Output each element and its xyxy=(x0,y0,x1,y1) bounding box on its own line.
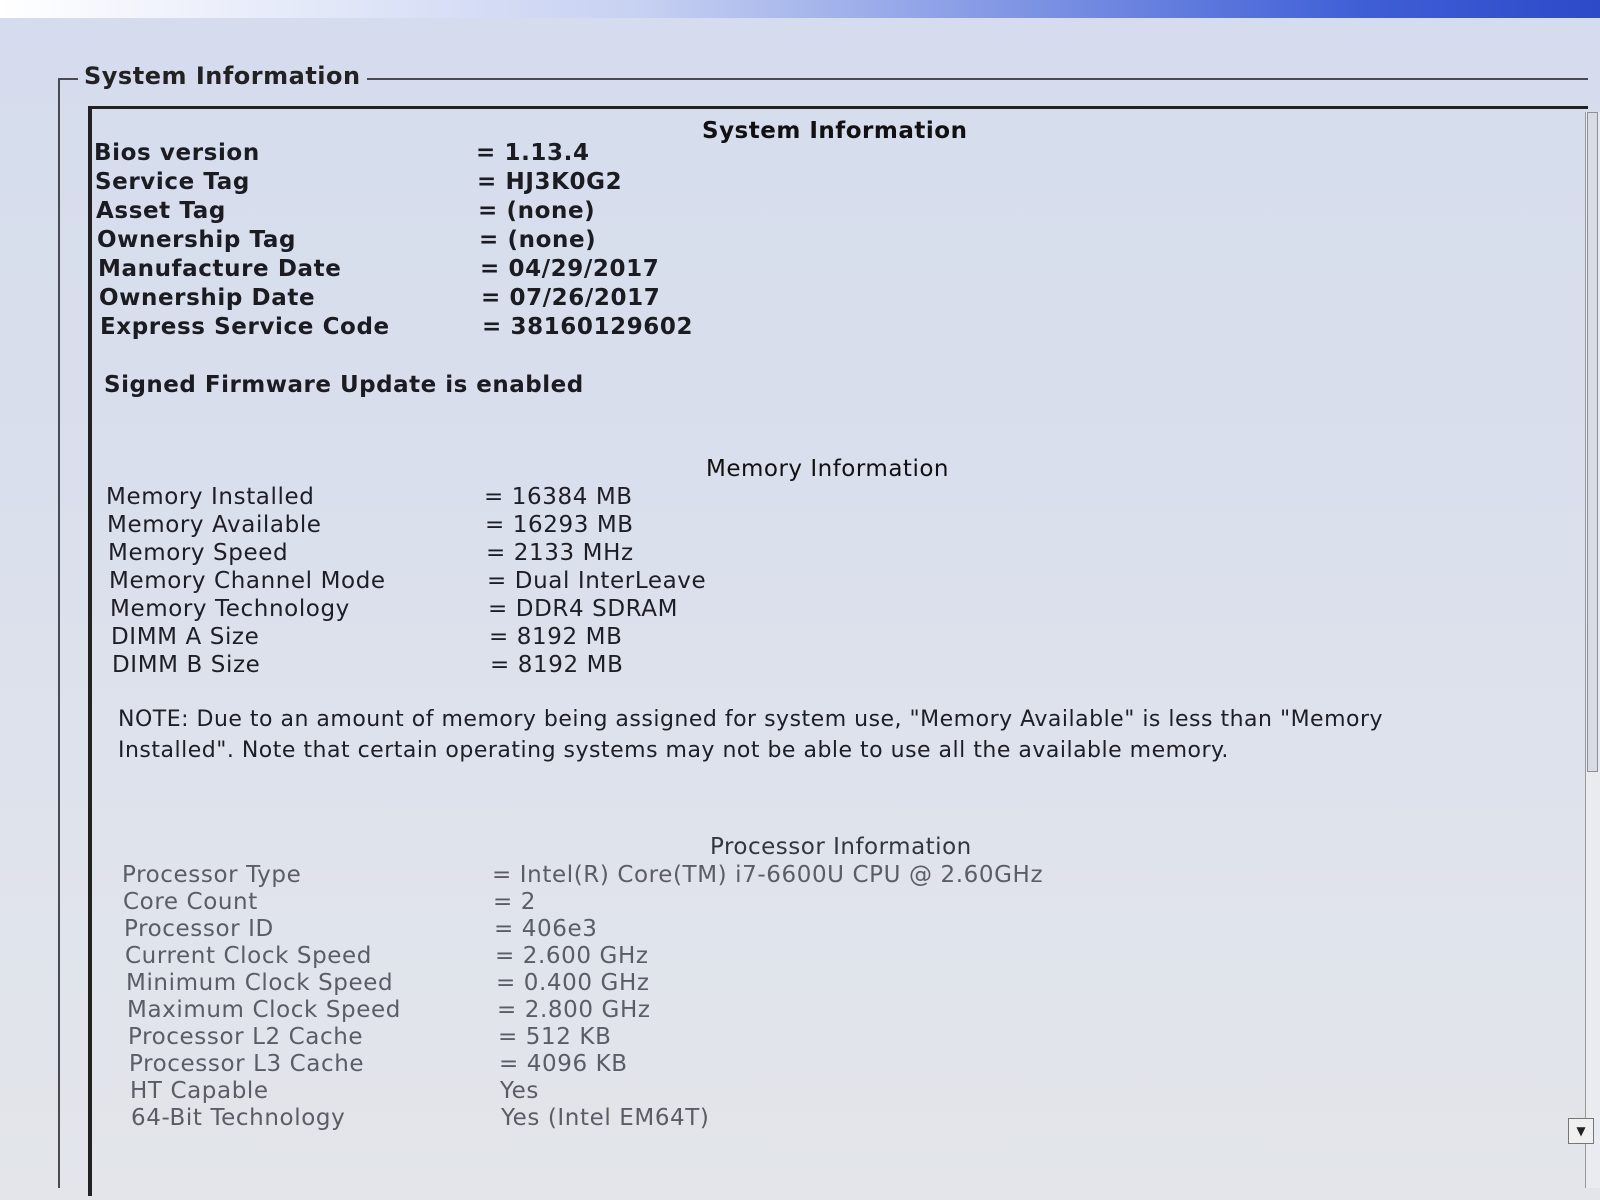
chevron-down-icon: ▼ xyxy=(1576,1124,1586,1138)
row-label: Ownership Tag xyxy=(97,227,297,253)
title-bar-strip xyxy=(0,0,1600,18)
row-label: Current Clock Speed xyxy=(125,943,372,969)
row-memory-available xyxy=(107,512,807,540)
row-value: = (none) xyxy=(478,198,596,224)
row-value: = 2.800 GHz xyxy=(497,997,651,1023)
row-label: Processor ID xyxy=(124,916,274,942)
row-processor-id xyxy=(124,916,1124,944)
row-memory-technology xyxy=(110,596,810,624)
row-processor-l2-cache xyxy=(128,1024,1128,1052)
row-label: Manufacture Date xyxy=(98,256,342,282)
row-label: Processor L3 Cache xyxy=(129,1051,365,1077)
row-value: = HJ3K0G2 xyxy=(477,169,623,195)
row-value: = 2.600 GHz xyxy=(495,943,649,969)
row-label: DIMM A Size xyxy=(111,624,260,650)
row-memory-channel-mode xyxy=(109,568,809,596)
row-label: Ownership Date xyxy=(99,285,316,311)
row-value: = Intel(R) Core(TM) i7-6600U CPU @ 2.60GHz xyxy=(492,862,1044,888)
row-processor-l3-cache xyxy=(129,1051,1129,1079)
row-ht-capable xyxy=(130,1078,1130,1106)
memory-note: NOTE: Due to an amount of memory being assigned for system use, "Memory Available" is less than "Memory Installed". Note that certain operating systems may not be able to use all the available memory. xyxy=(118,707,1384,763)
row-label: DIMM B Size xyxy=(112,652,261,678)
row-label: Memory Channel Mode xyxy=(109,568,386,594)
row-value: = 0.400 GHz xyxy=(496,970,650,996)
row-core-count xyxy=(123,889,1123,917)
row-label: Core Count xyxy=(123,889,258,915)
row-value: Yes (Intel EM64T) xyxy=(501,1105,710,1131)
row-value: = 16293 MB xyxy=(485,512,634,538)
row-label: 64-Bit Technology xyxy=(131,1105,346,1131)
row-maximum-clock-speed xyxy=(127,997,1127,1025)
row-value: = (none) xyxy=(479,227,597,253)
row-value: = 04/29/2017 xyxy=(480,256,660,282)
signed-firmware-status: Signed Firmware Update is enabled xyxy=(104,372,584,398)
row-label: Memory Available xyxy=(107,512,322,538)
row-asset-tag xyxy=(96,198,796,226)
scrollbar-thumb[interactable] xyxy=(1587,112,1598,772)
groupbox-title: System Information xyxy=(78,62,367,90)
row-value: = 1.13.4 xyxy=(476,140,590,166)
scroll-down-button[interactable] xyxy=(1568,1118,1594,1144)
row-minimum-clock-speed xyxy=(126,970,1126,998)
row-value: = 16384 MB xyxy=(484,484,633,510)
row-value: = DDR4 SDRAM xyxy=(488,596,679,622)
row-value: = 406e3 xyxy=(494,916,598,942)
row-label: Processor L2 Cache xyxy=(128,1024,364,1050)
row-ownership-date xyxy=(99,285,799,313)
row-label: Processor Type xyxy=(122,862,302,888)
vertical-scrollbar[interactable] xyxy=(1585,112,1600,1188)
row-ownership-tag xyxy=(97,227,797,255)
row-value: = 2 xyxy=(493,889,537,915)
row-label: Asset Tag xyxy=(96,198,226,224)
row-64-bit-technology xyxy=(131,1105,1131,1133)
row-memory-installed xyxy=(106,484,806,512)
row-value: Yes xyxy=(500,1078,539,1104)
row-manufacture-date xyxy=(98,256,798,284)
row-value: = 8192 MB xyxy=(489,624,623,650)
row-service-tag xyxy=(95,169,795,197)
row-value: = Dual InterLeave xyxy=(487,568,707,594)
row-value: = 07/26/2017 xyxy=(481,285,661,311)
row-label: Memory Installed xyxy=(106,484,315,510)
row-value: = 4096 KB xyxy=(499,1051,628,1077)
row-label: Bios version xyxy=(94,140,260,166)
row-memory-speed xyxy=(108,540,808,568)
row-value: = 8192 MB xyxy=(490,652,624,678)
row-dimm-a-size xyxy=(111,624,811,652)
row-dimm-b-size xyxy=(112,652,812,680)
row-bios-version xyxy=(94,140,794,168)
row-label: Minimum Clock Speed xyxy=(126,970,394,996)
row-label: Express Service Code xyxy=(100,314,390,340)
row-express-service-code xyxy=(100,314,800,342)
row-label: HT Capable xyxy=(130,1078,269,1104)
row-current-clock-speed xyxy=(125,943,1125,971)
system-information-heading: System Information xyxy=(702,118,968,144)
row-label: Memory Speed xyxy=(108,540,289,566)
memory-information-heading: Memory Information xyxy=(706,456,949,482)
row-value: = 38160129602 xyxy=(482,314,694,340)
row-label: Service Tag xyxy=(95,169,250,195)
row-value: = 512 KB xyxy=(498,1024,612,1050)
row-label: Maximum Clock Speed xyxy=(127,997,401,1023)
processor-information-heading: Processor Information xyxy=(710,834,972,860)
row-processor-type xyxy=(122,862,1122,890)
row-label: Memory Technology xyxy=(110,596,350,622)
row-value: = 2133 MHz xyxy=(486,540,634,566)
